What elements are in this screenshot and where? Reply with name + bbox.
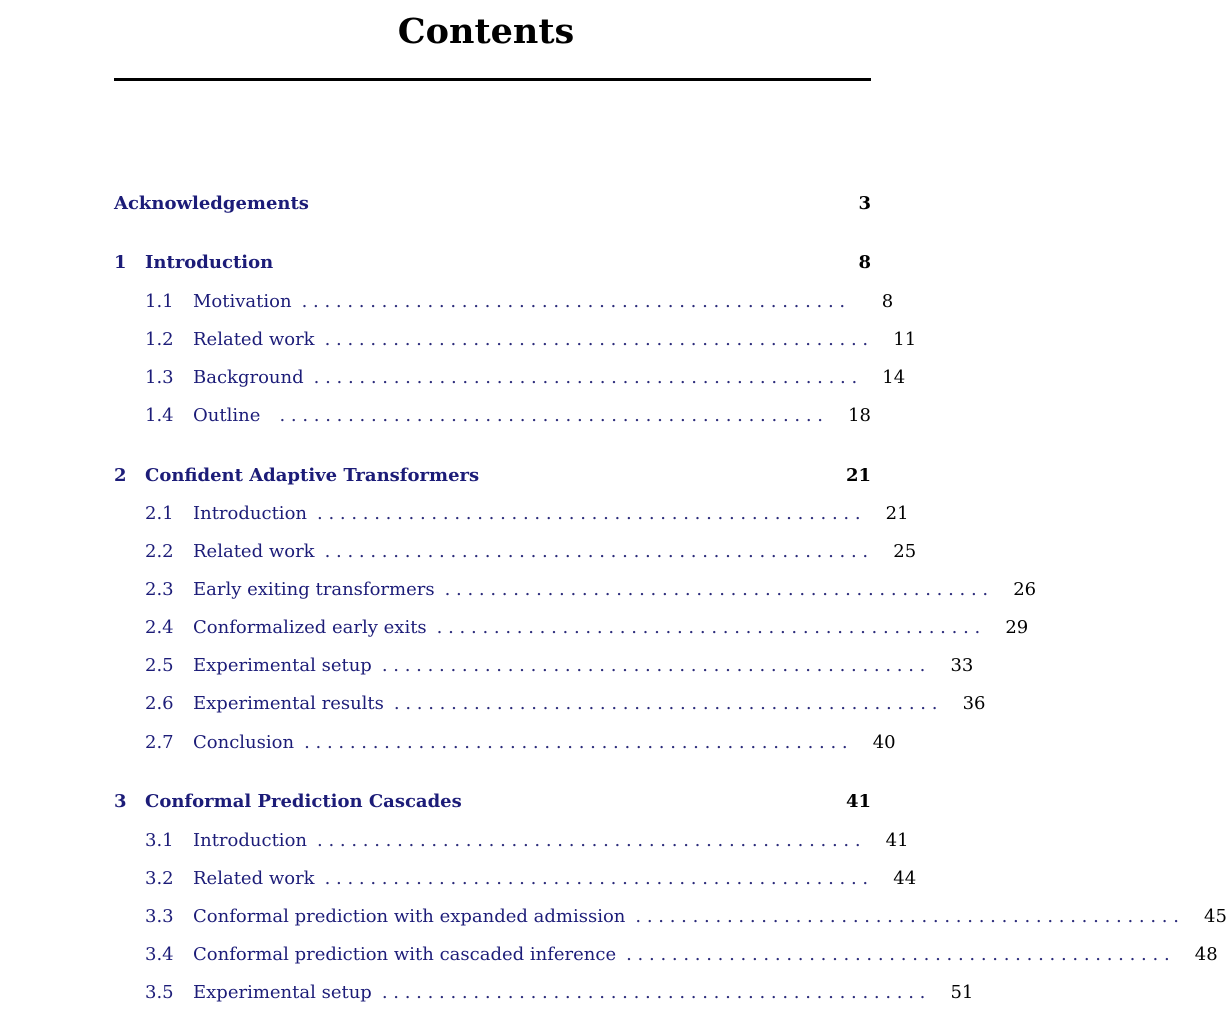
toc-page-number: 40 xyxy=(872,731,896,753)
toc-section-3-3[interactable] xyxy=(114,901,1227,931)
toc-leader-dots: . . . . . . . . . . . . . . . . . . . . . . . . . . . . . . . . . . . . . . . . . . . . . . . . xyxy=(279,404,823,426)
toc-leader-dots: . . . . . . . . . . . . . . . . . . . . . . . . . . . . . . . . . . . . . . . . . . . . . . . . xyxy=(317,829,861,851)
toc-leader-dots: . . . . . . . . . . . . . . . . . . . . . . . . . . . . . . . . . . . . . . . . . . . . . . . . xyxy=(393,692,938,714)
toc-section-label[interactable]: Conformal prediction with expanded admission xyxy=(193,905,626,927)
toc-chapter-label[interactable]: Conformal Prediction Cascades xyxy=(145,790,462,812)
toc-page-number: 41 xyxy=(885,829,909,851)
toc-leader-dots: . . . . . . . . . . . . . . . . . . . . . . . . . . . . . . . . . . . . . . . . . . . . . . . . xyxy=(324,867,869,889)
toc-leader-dots: . . . . . . . . . . . . . . . . . . . . . . . . . . . . . . . . . . . . . . . . . . . . . . . . xyxy=(304,731,848,753)
toc-section-number: 2.2 xyxy=(145,540,174,562)
toc-leader-dots: . . . . . . . . . . . . . . . . . . . . . . . . . . . . . . . . . . . . . . . . . . . . . . . . xyxy=(317,502,861,524)
toc-section-2-5[interactable] xyxy=(114,650,974,680)
toc-section-number: 2.6 xyxy=(145,692,174,714)
toc-leader-dots: . . . . . . . . . . . . . . . . . . . . . . . . . . . . . . . . . . . . . . . . . . . . . . . . xyxy=(626,943,1170,965)
title-rule xyxy=(114,78,871,81)
toc-chapter-2[interactable] xyxy=(114,460,871,490)
toc-page-number: 8 xyxy=(881,290,894,312)
toc-leader-dots: . . . . . . . . . . . . . . . . . . . . . . . . . . . . . . . . . . . . . . . . . . . . . . . . xyxy=(381,654,926,676)
toc-section-label[interactable]: Introduction xyxy=(193,829,307,851)
toc-leader-dots: . . . . . . . . . . . . . . . . . . . . . . . . . . . . . . . . . . . . . . . . . . . . . . . . xyxy=(313,366,858,388)
toc-page-number: 48 xyxy=(1194,943,1218,965)
toc-section-2-4[interactable] xyxy=(114,612,1029,642)
toc-section-1-4[interactable] xyxy=(114,400,871,430)
toc-section-number: 3.2 xyxy=(145,867,174,889)
toc-page-number: 3 xyxy=(858,192,871,214)
toc-page-number: 44 xyxy=(893,867,917,889)
toc-section-3-4[interactable] xyxy=(114,939,1218,969)
toc-leader-dots: . . . . . . . . . . . . . . . . . . . . . . . . . . . . . . . . . . . . . . . . . . . . . . . . xyxy=(635,905,1179,927)
toc-section-number: 2.3 xyxy=(145,578,174,600)
toc-section-2-3[interactable] xyxy=(114,574,1037,604)
toc-section-label[interactable]: Experimental setup xyxy=(193,981,372,1003)
toc-chapter-3[interactable] xyxy=(114,786,871,816)
toc-leader-dots: . . . . . . . . . . . . . . . . . . . . . . . . . . . . . . . . . . . . . . . . . . . . . . . . xyxy=(436,616,981,638)
toc-page-number: 18 xyxy=(848,404,871,426)
toc-section-number: 3.5 xyxy=(145,981,174,1003)
toc-section-2-7[interactable] xyxy=(114,727,896,757)
toc-section-label[interactable]: Introduction xyxy=(193,502,307,524)
toc-section-1-2[interactable] xyxy=(114,324,917,354)
toc-section-number: 1.2 xyxy=(145,328,174,350)
toc-section-number: 2.7 xyxy=(145,731,174,753)
toc-entry-label[interactable]: Acknowledgements xyxy=(114,192,309,214)
toc-section-label[interactable]: Related work xyxy=(193,867,315,889)
toc-chapter-1[interactable] xyxy=(114,247,871,277)
toc-page-number: 51 xyxy=(950,981,974,1003)
toc-page-number: 29 xyxy=(1005,616,1029,638)
toc-section-number: 1.1 xyxy=(145,290,174,312)
toc-section-3-1[interactable] xyxy=(114,825,909,855)
toc-page-number: 25 xyxy=(893,540,917,562)
toc-page-number: 33 xyxy=(950,654,974,676)
toc-section-label[interactable]: Conformalized early exits xyxy=(193,616,427,638)
toc-page-number: 14 xyxy=(882,366,906,388)
toc-section-label[interactable]: Outline xyxy=(193,404,261,426)
toc-section-number: 1.3 xyxy=(145,366,174,388)
toc-page-number: 8 xyxy=(858,251,871,273)
toc-section-number: 3.4 xyxy=(145,943,174,965)
toc-page-number: 45 xyxy=(1204,905,1227,927)
toc-leader-dots: . . . . . . . . . . . . . . . . . . . . . . . . . . . . . . . . . . . . . . . . . . . . . . . . xyxy=(444,578,989,600)
toc-section-2-6[interactable] xyxy=(114,688,986,718)
toc-chapter-number: 3 xyxy=(114,790,127,812)
toc-page-number: 21 xyxy=(885,502,909,524)
toc-section-label[interactable]: Experimental results xyxy=(193,692,384,714)
toc-section-label[interactable]: Related work xyxy=(193,328,315,350)
page-title: Contents xyxy=(397,11,575,52)
toc-section-number: 3.1 xyxy=(145,829,174,851)
toc-leader-dots: . . . . . . . . . . . . . . . . . . . . . . . . . . . . . . . . . . . . . . . . . . . . . . . . xyxy=(381,981,926,1003)
toc-section-number: 1.4 xyxy=(145,404,174,426)
toc-page-number: 11 xyxy=(893,328,917,350)
toc-section-label[interactable]: Motivation xyxy=(193,290,292,312)
toc-page-number: 21 xyxy=(845,464,871,486)
toc-section-2-2[interactable] xyxy=(114,536,917,566)
toc-section-number: 2.5 xyxy=(145,654,174,676)
toc-leader-dots: . . . . . . . . . . . . . . . . . . . . . . . . . . . . . . . . . . . . . . . . . . . . . . . . xyxy=(301,290,846,312)
toc-chapter-label[interactable]: Confident Adaptive Transformers xyxy=(145,464,480,486)
toc-section-1-1[interactable] xyxy=(114,286,894,316)
toc-page-number: 26 xyxy=(1013,578,1037,600)
toc-section-1-3[interactable] xyxy=(114,362,906,392)
toc-section-3-5[interactable] xyxy=(114,977,974,1007)
toc-leader-dots: . . . . . . . . . . . . . . . . . . . . . . . . . . . . . . . . . . . . . . . . . . . . . . . . xyxy=(324,328,869,350)
toc-leader-dots: . . . . . . . . . . . . . . . . . . . . . . . . . . . . . . . . . . . . . . . . . . . . . . . . xyxy=(324,540,869,562)
toc-section-number: 2.1 xyxy=(145,502,174,524)
toc-chapter-number: 2 xyxy=(114,464,127,486)
toc-section-3-2[interactable] xyxy=(114,863,917,893)
toc-section-label[interactable]: Experimental setup xyxy=(193,654,372,676)
toc-chapter-number: 1 xyxy=(114,251,127,273)
toc-section-number: 3.3 xyxy=(145,905,174,927)
toc-section-label[interactable]: Related work xyxy=(193,540,315,562)
toc-section-2-1[interactable] xyxy=(114,498,909,528)
toc-page-number: 41 xyxy=(845,790,871,812)
toc-section-label[interactable]: Background xyxy=(193,366,304,388)
toc-section-number: 2.4 xyxy=(145,616,174,638)
toc-chapter-label[interactable]: Introduction xyxy=(145,251,274,273)
toc-section-label[interactable]: Early exiting transformers xyxy=(193,578,435,600)
toc-section-label[interactable]: Conformal prediction with cascaded inference xyxy=(193,943,617,965)
toc-section-label[interactable]: Conclusion xyxy=(193,731,295,753)
toc-entry-acknowledgements[interactable] xyxy=(114,188,871,218)
toc-page-number: 36 xyxy=(962,692,986,714)
